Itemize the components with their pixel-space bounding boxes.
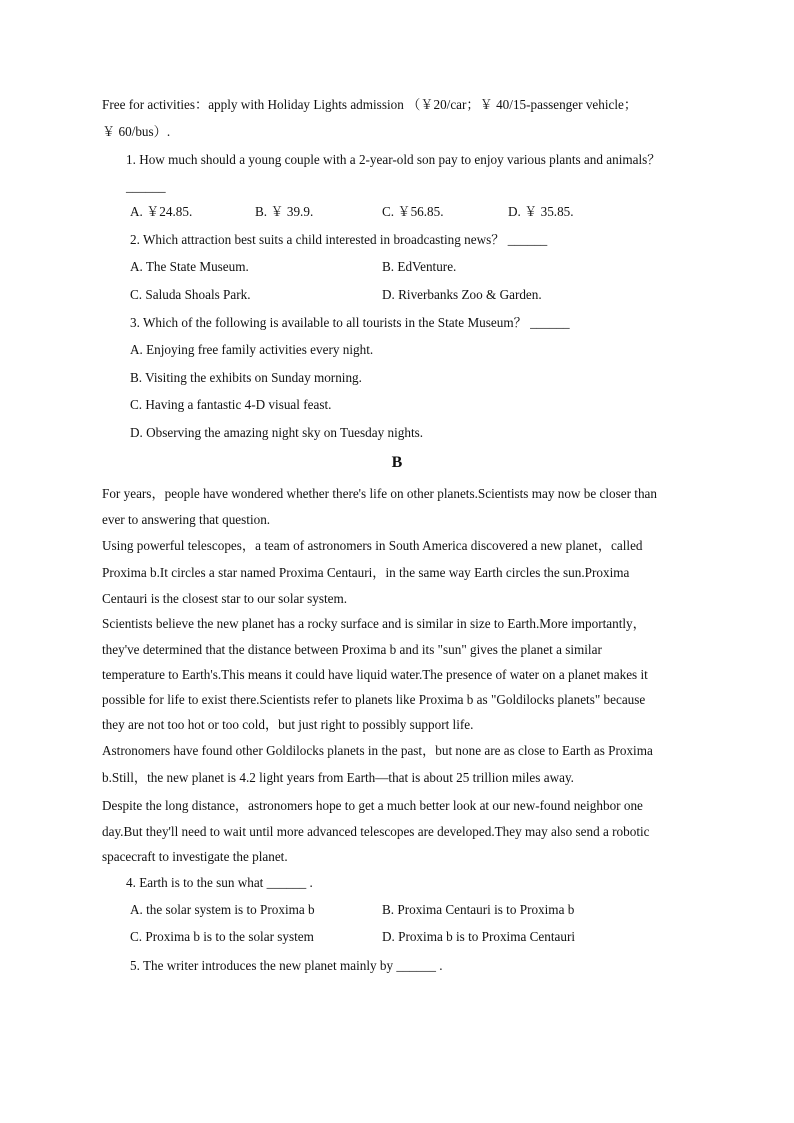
question-1: 1. How much should a young couple with a 2-year-old son pay to enjoy various plants and animals？ [126, 152, 661, 167]
q3-option-a: A. Enjoying free family activities every night. [130, 342, 374, 357]
passage-line: day.But they'll need to wait until more advanced telescopes are developed.They may also send a robotic [102, 824, 650, 839]
passage-line: ever to answering that question. [102, 512, 271, 527]
question-1-blank: ______ [126, 179, 166, 194]
q3-option-d: D. Observing the amazing night sky on Tuesday nights. [130, 425, 424, 440]
passage-line: temperature to Earth's.This means it could have liquid water.The presence of water on a planet makes it [102, 667, 648, 682]
q2-option-c: C. Saluda Shoals Park. [130, 287, 251, 302]
q1-option-a: A. ￥24.85. [130, 204, 193, 219]
q4-option-a: A. the solar system is to Proxima b [130, 902, 315, 917]
q2-option-d: D. Riverbanks Zoo & Garden. [382, 287, 542, 302]
question-4: 4. Earth is to the sun what ______ . [126, 875, 313, 890]
q4-option-b: B. Proxima Centauri is to Proxima b [382, 902, 575, 917]
q1-option-d: D. ￥ 35.85. [508, 204, 574, 219]
passage-line: For years，people have wondered whether there's life on other planets.Scientists may now be closer than [102, 486, 657, 501]
q1-option-b: B. ￥ 39.9. [255, 204, 314, 219]
passage-line: Centauri is the closest star to our solar system. [102, 591, 348, 606]
section-b-heading: B [391, 454, 403, 471]
question-2: 2. Which attraction best suits a child interested in broadcasting news？ ______ [130, 232, 548, 247]
passage-line: spacecraft to investigate the planet. [102, 849, 288, 864]
intro-line-1: Free for activities：apply with Holiday Lights admission （￥20/car；￥ 40/15-passenger vehicle； [102, 97, 638, 112]
passage-line: they are not too hot or too cold，but just right to possibly support life. [102, 717, 474, 732]
passage-line: Using powerful telescopes，a team of astronomers in South America discovered a new planet，called [102, 538, 643, 553]
q1-option-c: C. ￥56.85. [382, 204, 444, 219]
passage-line: possible for life to exist there.Scientists refer to planets like Proxima b as "Goldilocks planets" because [102, 692, 646, 707]
q2-option-b: B. EdVenture. [382, 259, 457, 274]
passage-line: b.Still，the new planet is 4.2 light years from Earth—that is about 25 trillion miles away. [102, 770, 574, 785]
passage-line: Astronomers have found other Goldilocks planets in the past，but none are as close to Earth as Proxima [102, 743, 653, 758]
intro-line-2: ￥ 60/bus）. [102, 124, 171, 139]
passage-line: Despite the long distance，astronomers hope to get a much better look at our new-found neighbor one [102, 798, 643, 813]
passage-line: Proxima b.It circles a star named Proxima Centauri，in the same way Earth circles the sun.Proxima [102, 565, 630, 580]
q4-option-c: C. Proxima b is to the solar system [130, 929, 314, 944]
q4-option-d: D. Proxima b is to Proxima Centauri [382, 929, 576, 944]
q2-option-a: A. The State Museum. [130, 259, 249, 274]
question-5: 5. The writer introduces the new planet mainly by ______ . [130, 958, 443, 973]
q3-option-b: B. Visiting the exhibits on Sunday morning. [130, 370, 362, 385]
question-3: 3. Which of the following is available to all tourists in the State Museum？ ______ [130, 315, 570, 330]
passage-line: Scientists believe the new planet has a rocky surface and is similar in size to Earth.More importantly， [102, 616, 646, 631]
q3-option-c: C. Having a fantastic 4-D visual feast. [130, 397, 332, 412]
passage-line: they've determined that the distance between Proxima b and its "sun" gives the planet a similar [102, 642, 602, 657]
